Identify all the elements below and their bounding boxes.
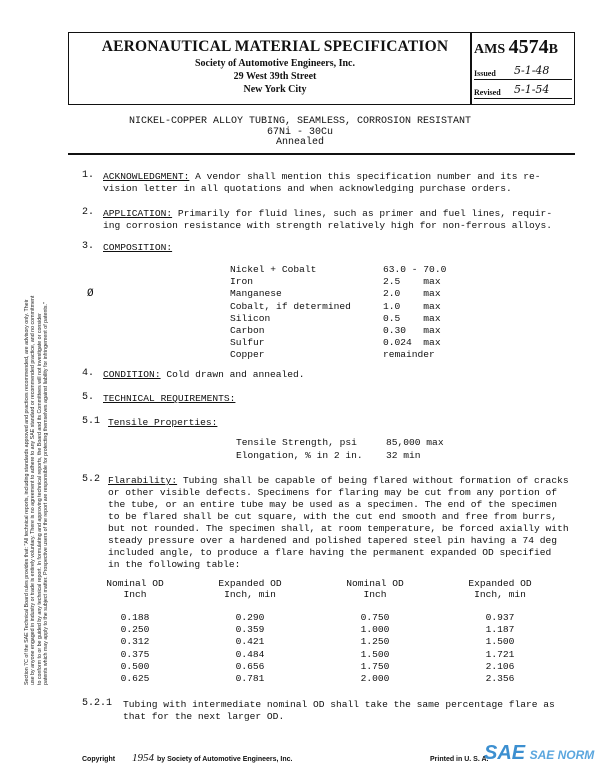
flare-cell: 1.250	[360, 636, 390, 648]
section-4: CONDITION: Cold drawn and annealed.	[103, 369, 305, 380]
header-divider	[470, 32, 472, 105]
section-3-number: 3.	[82, 241, 95, 252]
composition-value: 1.0 max	[383, 300, 441, 312]
flare-cell: 0.312	[120, 636, 150, 648]
section-4-number: 4.	[82, 368, 95, 379]
section-5-2-line7: included angle, to produce a flare having the permanent expanded OD specified	[108, 547, 552, 558]
composition-value: remainder	[383, 349, 435, 361]
revised-underline	[474, 98, 572, 99]
spec-title: AERONAUTICAL MATERIAL SPECIFICATION	[101, 38, 449, 55]
revised-date: 5-1-54	[514, 83, 550, 96]
composition-value: 63.0 - 70.0	[383, 264, 447, 275]
issued-label: Issued	[474, 69, 496, 78]
flare-cell: 0.250	[120, 624, 150, 636]
flare-cell: 1.500	[360, 648, 390, 660]
flare-cell: 0.937	[485, 612, 515, 623]
section-5-2-line5: but not rounded. The specimen shall, at room temperature, be forced axially with	[108, 523, 569, 534]
flare-col-1-header: Nominal OD Inch	[106, 578, 164, 600]
flare-cell: 0.359	[235, 624, 265, 636]
composition-value: 0.024 max	[383, 337, 441, 349]
flare-cell: 0.625	[120, 673, 150, 684]
composition-value: 2.5 max	[383, 276, 441, 288]
elongation-value: 32 min	[386, 450, 421, 461]
flare-col-2-header: Expanded OD Inch, min	[218, 578, 282, 600]
sae-technical-board-note: Section 7C of the SAE Technical Board rules provides that: "All technical reports, including standards approved and practices recommended, are advisory only. Their use by anyone engaged in industry or trade is entirely voluntary. There is no agreement to adhere to any SAE standard or recommended practice, and no commitment to conform to or be guided by any technical report. In formulating and approving technical reports, the Board and its Committees will not investigate or consider patents which may apply to the subject matter. Prospective users of the report are responsible for protecting themselves against liability for infringement of patents."	[24, 295, 50, 685]
copyright-year: 1954	[132, 752, 154, 764]
section-5-2-1-number: 5.2.1	[82, 698, 113, 709]
section-5-heading: TECHNICAL REQUIREMENTS:	[103, 393, 236, 404]
document-number: AMS 4574B	[474, 36, 558, 58]
tensile-strength-label: Tensile Strength, psi	[236, 437, 357, 448]
flare-cell: 1.187	[485, 624, 515, 636]
sae-logo-text: SAE NORM	[529, 748, 595, 762]
section-5-2-line1: Flarability: Tubing shall be capable of being flared without formation of cracks	[108, 475, 569, 486]
revised-label: Revised	[474, 88, 501, 97]
material-title: NICKEL-COPPER ALLOY TUBING, SEAMLESS, CORROSION RESISTANT	[128, 116, 472, 127]
section-5-2-number: 5.2	[82, 474, 101, 485]
flare-cell: 0.781	[235, 673, 265, 684]
section-5-number: 5.	[82, 392, 95, 403]
composition-element: Sulfur	[230, 337, 265, 349]
section-5-1-number: 5.1	[82, 416, 101, 427]
society-street: 29 West 39th Street	[233, 71, 317, 82]
composition-value: 0.5 max	[383, 312, 441, 324]
section-5-2-line3: the tube, or an entire tube may be used as a specimen. The end of the specimen	[108, 499, 558, 510]
composition-element: Nickel + Cobalt	[230, 264, 317, 275]
section-rule	[68, 153, 575, 155]
flare-cell: 2.000	[360, 673, 390, 684]
issued-date: 5-1-48	[514, 64, 550, 77]
material-condition: Annealed	[275, 137, 324, 148]
composition-element: Cobalt, if determined	[230, 300, 351, 312]
section-1-number: 1.	[82, 170, 95, 181]
composition-element: Silicon	[230, 312, 271, 324]
flare-col-3-header: Nominal OD Inch	[346, 578, 404, 600]
section-1-line2: vision letter in all quotations and when acknowledging purchase orders.	[103, 183, 512, 194]
flare-cell: 2.106	[485, 660, 515, 672]
flare-cell: 0.484	[235, 648, 265, 660]
section-5-2-1-line1: Tubing with intermediate nominal OD shall take the same percentage flare as	[123, 699, 555, 710]
flare-cell: 1.500	[485, 636, 515, 648]
society-city: New York City	[243, 84, 307, 95]
section-1-heading: ACKNOWLEDGMENT:	[103, 171, 190, 182]
sae-logo-mark: SAE	[484, 742, 526, 764]
flare-col-4-header: Expanded OD Inch, min	[468, 578, 532, 600]
flare-cell: 2.356	[485, 673, 515, 684]
flare-cell: 1.721	[485, 648, 515, 660]
material-formula: 67Ni - 30Cu	[266, 127, 333, 138]
flare-cell: 0.421	[235, 636, 265, 648]
section-3-heading: COMPOSITION:	[103, 242, 173, 253]
composition-element: Carbon	[230, 325, 265, 336]
society-name: Society of Automotive Engineers, Inc.	[195, 58, 355, 69]
tensile-strength-value: 85,000 max	[386, 437, 444, 448]
composition-value: 2.0 max	[383, 288, 441, 300]
section-2-number: 2.	[82, 207, 95, 218]
section-2-line2: ing corrosion resistance with strength relatively high for non-ferrous alloys.	[103, 220, 553, 231]
flare-cell: 0.290	[235, 612, 265, 623]
composition-element: Manganese	[230, 288, 282, 300]
section-1: ACKNOWLEDGMENT: A vendor shall mention this specification number and its re-	[103, 171, 541, 182]
flare-cell: 0.656	[235, 660, 265, 672]
flare-cell: 0.500	[120, 660, 150, 672]
issued-underline	[474, 79, 572, 80]
section-5-2-line6: steady pressure over a hardened and polished tapered steel pin having a 74 deg	[108, 535, 558, 546]
section-5-1-heading: Tensile Properties:	[108, 417, 218, 428]
section-4-heading: CONDITION:	[103, 369, 161, 380]
section-5-2-1-line2: that for the next larger OD.	[123, 711, 285, 722]
section-5-2-heading: Flarability:	[108, 475, 178, 486]
section-2-heading: APPLICATION:	[103, 208, 173, 219]
revision-mark: Ø	[87, 288, 94, 300]
composition-value: 0.30 max	[383, 325, 441, 336]
flare-cell: 0.188	[120, 612, 150, 623]
copyright-label: Copyright	[82, 756, 116, 763]
flare-cell: 1.000	[360, 624, 390, 636]
section-5-2-line8: in the following table:	[108, 559, 241, 570]
elongation-label: Elongation, % in 2 in.	[236, 450, 363, 461]
composition-element: Copper	[230, 349, 265, 361]
flare-cell: 1.750	[360, 660, 390, 672]
section-2: APPLICATION: Primarily for fluid lines, such as primer and fuel lines, requir-	[103, 208, 553, 219]
flare-cell: 0.375	[120, 648, 150, 660]
copyright-holder: by Society of Automotive Engineers, Inc.	[157, 756, 293, 763]
composition-element: Iron	[230, 276, 254, 288]
section-5-2-line2: or other visible defects. Specimens for flaring may be cut from any portion of	[108, 487, 558, 498]
section-5-2-line4: to be flared shall be cut square, with the cut end smooth and free from burrs,	[108, 511, 558, 522]
sae-norm-logo	[484, 742, 594, 765]
flare-cell: 0.750	[360, 612, 390, 623]
printed-in: Printed in U. S. A.	[430, 756, 489, 763]
